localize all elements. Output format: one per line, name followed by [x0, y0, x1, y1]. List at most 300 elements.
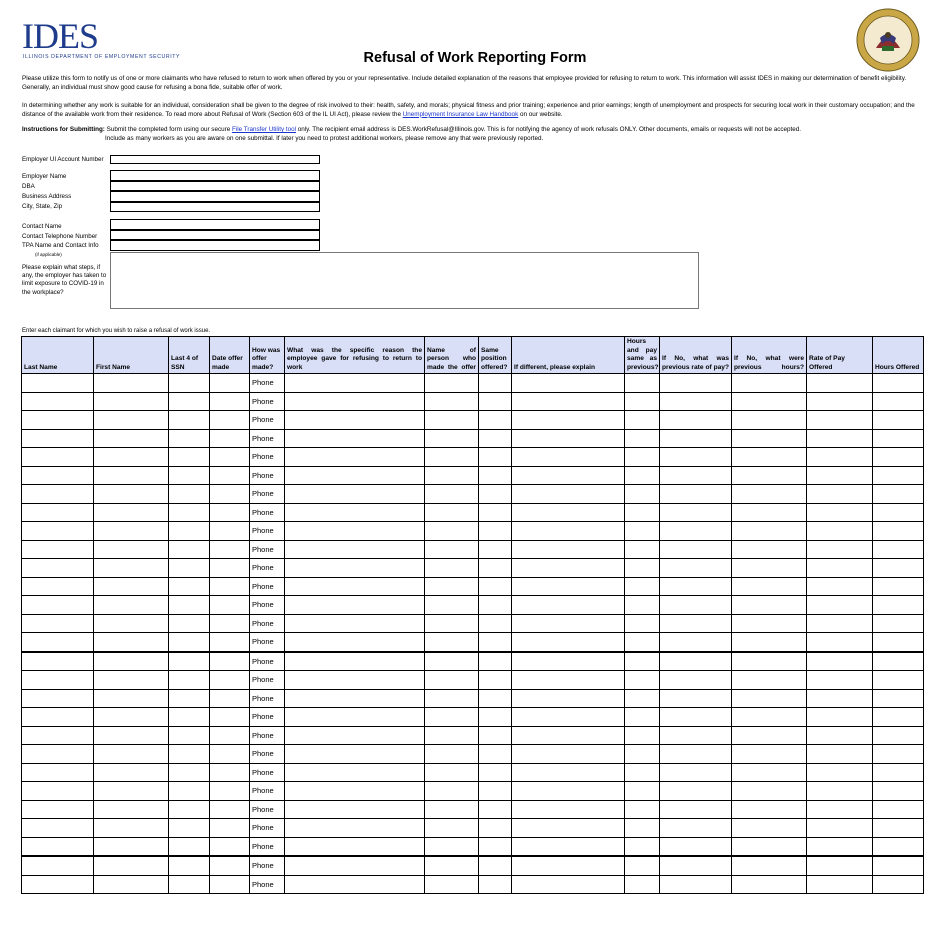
cell-offer-person[interactable]	[425, 763, 479, 782]
cell-first-name[interactable]	[94, 614, 169, 633]
cell-first-name[interactable]	[94, 782, 169, 801]
cell-offer-method[interactable]: Phone	[250, 689, 285, 708]
cell-previous-rate[interactable]	[660, 448, 732, 467]
cell-offer-person[interactable]	[425, 782, 479, 801]
cell-hours-offered[interactable]	[873, 577, 924, 596]
cell-refusal-reason[interactable]	[285, 411, 425, 430]
cell-first-name[interactable]	[94, 708, 169, 727]
cell-ssn[interactable]	[169, 596, 210, 615]
cell-first-name[interactable]	[94, 633, 169, 652]
cell-previous-rate[interactable]	[660, 708, 732, 727]
cell-same-position[interactable]	[479, 856, 512, 875]
cell-rate-offered[interactable]	[807, 596, 873, 615]
cell-hours-offered[interactable]	[873, 448, 924, 467]
cell-last-name[interactable]	[22, 837, 94, 856]
cell-hours-offered[interactable]	[873, 633, 924, 652]
cell-previous-rate[interactable]	[660, 614, 732, 633]
cell-previous-hours[interactable]	[732, 782, 807, 801]
cell-first-name[interactable]	[94, 429, 169, 448]
cell-offer-person[interactable]	[425, 559, 479, 578]
cell-first-name[interactable]	[94, 819, 169, 838]
cell-hours-offered[interactable]	[873, 708, 924, 727]
cell-hours-offered[interactable]	[873, 411, 924, 430]
cell-refusal-reason[interactable]	[285, 522, 425, 541]
cell-refusal-reason[interactable]	[285, 689, 425, 708]
cell-last-name[interactable]	[22, 745, 94, 764]
cell-ssn[interactable]	[169, 466, 210, 485]
cell-same-position[interactable]	[479, 466, 512, 485]
cell-refusal-reason[interactable]	[285, 466, 425, 485]
cell-hours-pay-same[interactable]	[625, 429, 660, 448]
cell-offer-method[interactable]: Phone	[250, 411, 285, 430]
cell-first-name[interactable]	[94, 763, 169, 782]
cell-first-name[interactable]	[94, 800, 169, 819]
cell-first-name[interactable]	[94, 745, 169, 764]
cell-date-offer[interactable]	[210, 633, 250, 652]
cell-hours-pay-same[interactable]	[625, 800, 660, 819]
cell-explain[interactable]	[512, 374, 625, 393]
cell-rate-offered[interactable]	[807, 503, 873, 522]
cell-rate-offered[interactable]	[807, 800, 873, 819]
cell-last-name[interactable]	[22, 652, 94, 671]
cell-last-name[interactable]	[22, 577, 94, 596]
cell-ssn[interactable]	[169, 875, 210, 894]
cell-refusal-reason[interactable]	[285, 763, 425, 782]
cell-hours-offered[interactable]	[873, 837, 924, 856]
cell-ssn[interactable]	[169, 522, 210, 541]
cell-hours-offered[interactable]	[873, 671, 924, 690]
cell-offer-method[interactable]: Phone	[250, 614, 285, 633]
cell-rate-offered[interactable]	[807, 708, 873, 727]
cell-offer-person[interactable]	[425, 671, 479, 690]
cell-refusal-reason[interactable]	[285, 540, 425, 559]
cell-date-offer[interactable]	[210, 374, 250, 393]
cell-same-position[interactable]	[479, 429, 512, 448]
cell-previous-rate[interactable]	[660, 763, 732, 782]
cell-offer-person[interactable]	[425, 689, 479, 708]
cell-offer-method[interactable]: Phone	[250, 503, 285, 522]
cell-date-offer[interactable]	[210, 559, 250, 578]
cell-ssn[interactable]	[169, 485, 210, 504]
cell-hours-pay-same[interactable]	[625, 745, 660, 764]
cell-same-position[interactable]	[479, 614, 512, 633]
cell-offer-method[interactable]: Phone	[250, 782, 285, 801]
cell-date-offer[interactable]	[210, 800, 250, 819]
cell-rate-offered[interactable]	[807, 856, 873, 875]
cell-date-offer[interactable]	[210, 411, 250, 430]
cell-first-name[interactable]	[94, 374, 169, 393]
cell-same-position[interactable]	[479, 503, 512, 522]
cell-previous-rate[interactable]	[660, 671, 732, 690]
cell-last-name[interactable]	[22, 522, 94, 541]
cell-explain[interactable]	[512, 559, 625, 578]
cell-previous-hours[interactable]	[732, 633, 807, 652]
cell-ssn[interactable]	[169, 856, 210, 875]
cell-first-name[interactable]	[94, 392, 169, 411]
cell-offer-person[interactable]	[425, 392, 479, 411]
cell-hours-offered[interactable]	[873, 374, 924, 393]
cell-hours-offered[interactable]	[873, 614, 924, 633]
cell-last-name[interactable]	[22, 671, 94, 690]
cell-previous-hours[interactable]	[732, 577, 807, 596]
cell-hours-offered[interactable]	[873, 745, 924, 764]
cell-last-name[interactable]	[22, 875, 94, 894]
cell-ssn[interactable]	[169, 652, 210, 671]
cell-offer-person[interactable]	[425, 837, 479, 856]
cell-explain[interactable]	[512, 448, 625, 467]
cell-same-position[interactable]	[479, 726, 512, 745]
handbook-link[interactable]: Unemployment Insurance Law Handbook	[402, 110, 519, 118]
cell-refusal-reason[interactable]	[285, 392, 425, 411]
cell-ssn[interactable]	[169, 411, 210, 430]
cell-explain[interactable]	[512, 763, 625, 782]
cell-date-offer[interactable]	[210, 671, 250, 690]
cell-previous-hours[interactable]	[732, 503, 807, 522]
cell-hours-offered[interactable]	[873, 800, 924, 819]
cell-ssn[interactable]	[169, 577, 210, 596]
cell-ssn[interactable]	[169, 614, 210, 633]
cell-previous-rate[interactable]	[660, 875, 732, 894]
cell-explain[interactable]	[512, 503, 625, 522]
cell-date-offer[interactable]	[210, 614, 250, 633]
cell-same-position[interactable]	[479, 782, 512, 801]
cell-rate-offered[interactable]	[807, 448, 873, 467]
cell-hours-offered[interactable]	[873, 875, 924, 894]
cell-same-position[interactable]	[479, 819, 512, 838]
cell-hours-pay-same[interactable]	[625, 503, 660, 522]
cell-ssn[interactable]	[169, 782, 210, 801]
cell-hours-offered[interactable]	[873, 429, 924, 448]
cell-previous-rate[interactable]	[660, 559, 732, 578]
cell-hours-pay-same[interactable]	[625, 411, 660, 430]
cell-first-name[interactable]	[94, 856, 169, 875]
covid-steps-textarea[interactable]	[110, 252, 699, 309]
cell-previous-hours[interactable]	[732, 671, 807, 690]
cell-date-offer[interactable]	[210, 837, 250, 856]
cell-offer-person[interactable]	[425, 411, 479, 430]
cell-hours-pay-same[interactable]	[625, 837, 660, 856]
cell-hours-offered[interactable]	[873, 540, 924, 559]
cell-last-name[interactable]	[22, 392, 94, 411]
cell-first-name[interactable]	[94, 875, 169, 894]
cell-previous-hours[interactable]	[732, 485, 807, 504]
cell-offer-person[interactable]	[425, 503, 479, 522]
cell-explain[interactable]	[512, 411, 625, 430]
cell-ssn[interactable]	[169, 708, 210, 727]
cell-offer-method[interactable]: Phone	[250, 633, 285, 652]
cell-previous-hours[interactable]	[732, 689, 807, 708]
cell-offer-person[interactable]	[425, 652, 479, 671]
cell-hours-offered[interactable]	[873, 466, 924, 485]
cell-same-position[interactable]	[479, 448, 512, 467]
cell-ssn[interactable]	[169, 374, 210, 393]
cell-first-name[interactable]	[94, 540, 169, 559]
cell-refusal-reason[interactable]	[285, 503, 425, 522]
cell-offer-method[interactable]: Phone	[250, 374, 285, 393]
cell-last-name[interactable]	[22, 411, 94, 430]
cell-ssn[interactable]	[169, 837, 210, 856]
cell-ssn[interactable]	[169, 429, 210, 448]
cell-last-name[interactable]	[22, 429, 94, 448]
cell-previous-rate[interactable]	[660, 633, 732, 652]
cell-ssn[interactable]	[169, 671, 210, 690]
cell-previous-rate[interactable]	[660, 411, 732, 430]
cell-explain[interactable]	[512, 392, 625, 411]
cell-refusal-reason[interactable]	[285, 448, 425, 467]
cell-explain[interactable]	[512, 837, 625, 856]
cell-offer-method[interactable]: Phone	[250, 763, 285, 782]
cell-first-name[interactable]	[94, 411, 169, 430]
cell-refusal-reason[interactable]	[285, 652, 425, 671]
cell-hours-offered[interactable]	[873, 392, 924, 411]
cell-previous-rate[interactable]	[660, 392, 732, 411]
cell-same-position[interactable]	[479, 763, 512, 782]
cell-hours-offered[interactable]	[873, 596, 924, 615]
cell-last-name[interactable]	[22, 596, 94, 615]
cell-previous-hours[interactable]	[732, 745, 807, 764]
cell-offer-method[interactable]: Phone	[250, 522, 285, 541]
cell-explain[interactable]	[512, 875, 625, 894]
cell-previous-hours[interactable]	[732, 837, 807, 856]
cell-date-offer[interactable]	[210, 708, 250, 727]
cell-refusal-reason[interactable]	[285, 726, 425, 745]
cell-offer-person[interactable]	[425, 875, 479, 894]
cell-ssn[interactable]	[169, 503, 210, 522]
cell-last-name[interactable]	[22, 856, 94, 875]
cell-hours-offered[interactable]	[873, 782, 924, 801]
cell-hours-offered[interactable]	[873, 559, 924, 578]
cell-explain[interactable]	[512, 633, 625, 652]
cell-hours-offered[interactable]	[873, 856, 924, 875]
cell-explain[interactable]	[512, 726, 625, 745]
cell-date-offer[interactable]	[210, 540, 250, 559]
file-transfer-link[interactable]: File Transfer Utility tool	[231, 126, 297, 133]
cell-date-offer[interactable]	[210, 875, 250, 894]
cell-last-name[interactable]	[22, 819, 94, 838]
cell-refusal-reason[interactable]	[285, 485, 425, 504]
contact-phone-field[interactable]	[110, 230, 320, 241]
cell-hours-offered[interactable]	[873, 652, 924, 671]
cell-previous-hours[interactable]	[732, 559, 807, 578]
cell-same-position[interactable]	[479, 522, 512, 541]
cell-previous-rate[interactable]	[660, 522, 732, 541]
cell-rate-offered[interactable]	[807, 466, 873, 485]
cell-rate-offered[interactable]	[807, 559, 873, 578]
cell-offer-method[interactable]: Phone	[250, 708, 285, 727]
cell-refusal-reason[interactable]	[285, 671, 425, 690]
employer-name-field[interactable]	[110, 170, 320, 181]
cell-date-offer[interactable]	[210, 745, 250, 764]
cell-previous-hours[interactable]	[732, 466, 807, 485]
cell-rate-offered[interactable]	[807, 633, 873, 652]
dba-field[interactable]	[110, 181, 320, 192]
cell-same-position[interactable]	[479, 596, 512, 615]
cell-rate-offered[interactable]	[807, 689, 873, 708]
cell-explain[interactable]	[512, 540, 625, 559]
cell-offer-method[interactable]: Phone	[250, 466, 285, 485]
cell-hours-pay-same[interactable]	[625, 763, 660, 782]
cell-hours-pay-same[interactable]	[625, 466, 660, 485]
cell-same-position[interactable]	[479, 374, 512, 393]
cell-rate-offered[interactable]	[807, 540, 873, 559]
cell-refusal-reason[interactable]	[285, 429, 425, 448]
cell-ssn[interactable]	[169, 540, 210, 559]
cell-hours-pay-same[interactable]	[625, 374, 660, 393]
cell-offer-method[interactable]: Phone	[250, 577, 285, 596]
cell-offer-method[interactable]: Phone	[250, 837, 285, 856]
cell-hours-pay-same[interactable]	[625, 448, 660, 467]
cell-refusal-reason[interactable]	[285, 745, 425, 764]
cell-explain[interactable]	[512, 577, 625, 596]
cell-date-offer[interactable]	[210, 652, 250, 671]
cell-previous-rate[interactable]	[660, 819, 732, 838]
cell-hours-pay-same[interactable]	[625, 689, 660, 708]
cell-rate-offered[interactable]	[807, 374, 873, 393]
cell-previous-hours[interactable]	[732, 429, 807, 448]
cell-offer-method[interactable]: Phone	[250, 559, 285, 578]
cell-same-position[interactable]	[479, 540, 512, 559]
cell-offer-method[interactable]: Phone	[250, 392, 285, 411]
cell-explain[interactable]	[512, 485, 625, 504]
cell-rate-offered[interactable]	[807, 411, 873, 430]
cell-hours-pay-same[interactable]	[625, 875, 660, 894]
cell-hours-pay-same[interactable]	[625, 559, 660, 578]
cell-same-position[interactable]	[479, 671, 512, 690]
cell-date-offer[interactable]	[210, 577, 250, 596]
account-number-field[interactable]	[110, 155, 320, 164]
cell-ssn[interactable]	[169, 559, 210, 578]
cell-refusal-reason[interactable]	[285, 782, 425, 801]
cell-refusal-reason[interactable]	[285, 875, 425, 894]
cell-same-position[interactable]	[479, 392, 512, 411]
cell-previous-rate[interactable]	[660, 374, 732, 393]
cell-previous-hours[interactable]	[732, 448, 807, 467]
cell-offer-person[interactable]	[425, 614, 479, 633]
business-address-field[interactable]	[110, 191, 320, 202]
cell-ssn[interactable]	[169, 763, 210, 782]
cell-rate-offered[interactable]	[807, 726, 873, 745]
cell-offer-method[interactable]: Phone	[250, 485, 285, 504]
cell-first-name[interactable]	[94, 671, 169, 690]
cell-first-name[interactable]	[94, 448, 169, 467]
cell-previous-rate[interactable]	[660, 596, 732, 615]
cell-rate-offered[interactable]	[807, 782, 873, 801]
cell-previous-hours[interactable]	[732, 763, 807, 782]
cell-offer-method[interactable]: Phone	[250, 800, 285, 819]
cell-date-offer[interactable]	[210, 726, 250, 745]
cell-rate-offered[interactable]	[807, 837, 873, 856]
cell-same-position[interactable]	[479, 485, 512, 504]
cell-explain[interactable]	[512, 671, 625, 690]
cell-same-position[interactable]	[479, 708, 512, 727]
cell-hours-pay-same[interactable]	[625, 633, 660, 652]
cell-hours-pay-same[interactable]	[625, 577, 660, 596]
cell-hours-offered[interactable]	[873, 522, 924, 541]
cell-first-name[interactable]	[94, 689, 169, 708]
cell-first-name[interactable]	[94, 652, 169, 671]
cell-ssn[interactable]	[169, 819, 210, 838]
cell-same-position[interactable]	[479, 689, 512, 708]
cell-offer-method[interactable]: Phone	[250, 726, 285, 745]
cell-same-position[interactable]	[479, 411, 512, 430]
cell-refusal-reason[interactable]	[285, 837, 425, 856]
cell-ssn[interactable]	[169, 448, 210, 467]
cell-offer-person[interactable]	[425, 819, 479, 838]
cell-hours-offered[interactable]	[873, 819, 924, 838]
cell-date-offer[interactable]	[210, 819, 250, 838]
cell-same-position[interactable]	[479, 837, 512, 856]
cell-previous-hours[interactable]	[732, 596, 807, 615]
cell-hours-offered[interactable]	[873, 763, 924, 782]
cell-offer-person[interactable]	[425, 466, 479, 485]
cell-rate-offered[interactable]	[807, 429, 873, 448]
cell-hours-pay-same[interactable]	[625, 652, 660, 671]
cell-same-position[interactable]	[479, 875, 512, 894]
cell-refusal-reason[interactable]	[285, 856, 425, 875]
cell-explain[interactable]	[512, 429, 625, 448]
cell-first-name[interactable]	[94, 466, 169, 485]
cell-offer-person[interactable]	[425, 708, 479, 727]
cell-explain[interactable]	[512, 708, 625, 727]
cell-ssn[interactable]	[169, 745, 210, 764]
cell-offer-person[interactable]	[425, 429, 479, 448]
cell-offer-method[interactable]: Phone	[250, 429, 285, 448]
cell-explain[interactable]	[512, 466, 625, 485]
contact-name-field[interactable]	[110, 219, 320, 230]
cell-refusal-reason[interactable]	[285, 819, 425, 838]
cell-date-offer[interactable]	[210, 522, 250, 541]
cell-hours-offered[interactable]	[873, 726, 924, 745]
cell-previous-rate[interactable]	[660, 689, 732, 708]
cell-date-offer[interactable]	[210, 448, 250, 467]
cell-first-name[interactable]	[94, 522, 169, 541]
cell-same-position[interactable]	[479, 800, 512, 819]
cell-last-name[interactable]	[22, 559, 94, 578]
cell-hours-pay-same[interactable]	[625, 540, 660, 559]
cell-ssn[interactable]	[169, 689, 210, 708]
cell-refusal-reason[interactable]	[285, 800, 425, 819]
cell-previous-rate[interactable]	[660, 652, 732, 671]
cell-offer-person[interactable]	[425, 485, 479, 504]
cell-first-name[interactable]	[94, 485, 169, 504]
cell-previous-hours[interactable]	[732, 800, 807, 819]
cell-refusal-reason[interactable]	[285, 559, 425, 578]
cell-previous-rate[interactable]	[660, 577, 732, 596]
cell-previous-rate[interactable]	[660, 837, 732, 856]
cell-previous-hours[interactable]	[732, 614, 807, 633]
cell-offer-person[interactable]	[425, 800, 479, 819]
cell-same-position[interactable]	[479, 559, 512, 578]
cell-hours-pay-same[interactable]	[625, 708, 660, 727]
cell-hours-pay-same[interactable]	[625, 726, 660, 745]
cell-date-offer[interactable]	[210, 485, 250, 504]
cell-previous-rate[interactable]	[660, 485, 732, 504]
cell-hours-offered[interactable]	[873, 485, 924, 504]
cell-refusal-reason[interactable]	[285, 708, 425, 727]
cell-offer-method[interactable]: Phone	[250, 540, 285, 559]
cell-first-name[interactable]	[94, 503, 169, 522]
cell-date-offer[interactable]	[210, 689, 250, 708]
cell-explain[interactable]	[512, 800, 625, 819]
cell-date-offer[interactable]	[210, 392, 250, 411]
cell-last-name[interactable]	[22, 763, 94, 782]
cell-first-name[interactable]	[94, 559, 169, 578]
cell-refusal-reason[interactable]	[285, 614, 425, 633]
cell-offer-method[interactable]: Phone	[250, 448, 285, 467]
cell-rate-offered[interactable]	[807, 745, 873, 764]
cell-date-offer[interactable]	[210, 503, 250, 522]
cell-previous-hours[interactable]	[732, 540, 807, 559]
